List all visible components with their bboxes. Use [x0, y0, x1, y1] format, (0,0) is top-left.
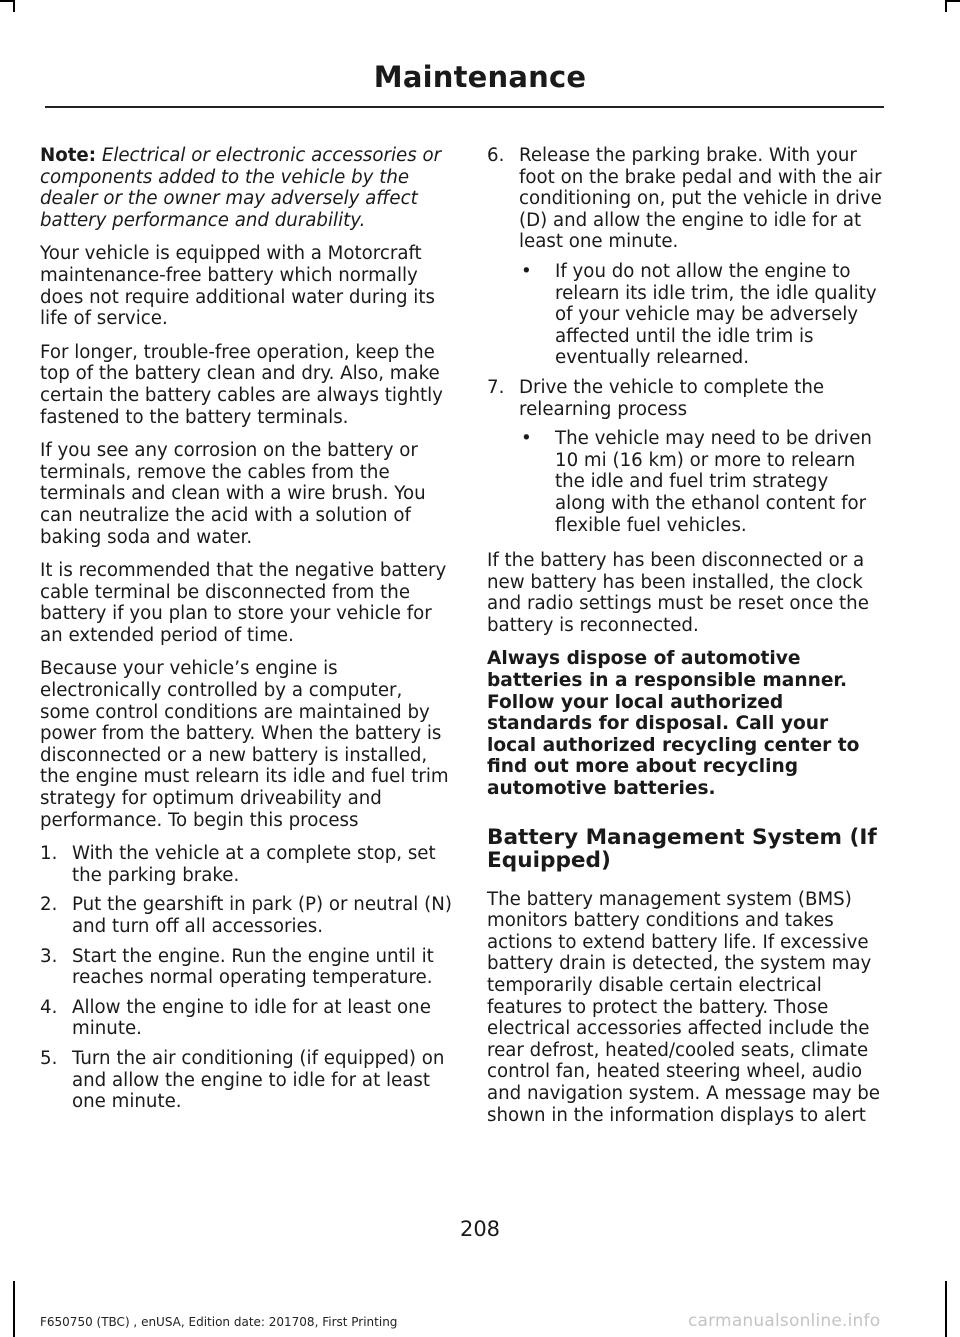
footer-text: F650750 (TBC) , enUSA, Edition date: 201708, First Printing: [40, 1315, 398, 1329]
bullet-icon: •: [521, 260, 532, 282]
paragraph: Because your vehicle’s engine is electronically controlled by a computer, some control conditions are maintained by power from the battery. When the battery is disconnected or a new battery is installed, the engine must relearn its idle and fuel trim strategy for optimum driveability and performance. To begin this process: [40, 658, 449, 831]
crop-mark: [945, 0, 960, 2]
step-text: Drive the vehicle to complete the relearning process: [519, 376, 825, 420]
note-label: Note:: [40, 145, 97, 166]
warning-paragraph: Always dispose of automotive batteries in a responsible manner. Follow your local authorized standards for disposal. Call your local authorized recycling center to find out more about recycling automotive batteries.: [487, 648, 860, 800]
numbered-step: [40, 1048, 452, 1113]
paragraph: The battery management system (BMS) monitors battery conditions and takes actions to extend battery life. If excessive battery drain is detected, the system may temporarily disable certain electrical features to protect the battery. Those electrical accessories affected include the rear defrost, heated/cooled seats, climate control fan, heated steering wheel, audio and navigation system. A message may be shown in the information displays to alert: [487, 888, 880, 1126]
note-text: Electrical or electronic accessories or components added to the vehicle by the dealer or the owner may adversely affect battery performance and durability.: [40, 145, 442, 231]
step-text: Put the gearshift in park (P) or neutral (N) and turn off all accessories.: [72, 894, 452, 937]
numbered-step: [40, 946, 452, 989]
paragraph: It is recommended that the negative battery cable terminal be disconnected from the battery if you plan to store your vehicle for an extended period of time.: [40, 560, 447, 646]
step-text: Release the parking brake. With your foot on the brake pedal and with the air conditioning on, put the vehicle in drive (D) and allow the engine to idle for at least one minute.: [519, 145, 882, 253]
paragraph: If the battery has been disconnected or a new battery has been installed, the clock and radio settings must be reset once the battery is reconnected.: [487, 550, 869, 636]
crop-mark: [13, 1281, 15, 1337]
step-number: 6.: [487, 145, 505, 166]
note-paragraph: [40, 145, 452, 231]
step-number: 1.: [40, 843, 58, 865]
page-number: 208: [459, 1217, 501, 1241]
right-column: [487, 145, 883, 1138]
numbered-step: [40, 843, 452, 886]
paragraph: If you see any corrosion on the battery or terminals, remove the cables from the terminals and clean with a wire brush. You can neutralize the acid with a solution of baking soda and water.: [40, 440, 426, 548]
numbered-step: [40, 997, 452, 1040]
bullet-icon: •: [521, 428, 532, 450]
step-number: 7.: [487, 376, 505, 398]
step-text: With the vehicle at a complete stop, set the parking brake.: [72, 843, 436, 886]
left-column: [40, 145, 452, 1121]
step-number: 3.: [40, 945, 58, 967]
page-title: Maintenance: [373, 60, 587, 94]
bullet-item: [521, 428, 883, 536]
bullet-text: If you do not allow the engine to relearn its idle trim, the idle quality of your vehicle may be adversely affected until the idle trim is eventually relearned.: [555, 260, 877, 369]
crop-mark: [0, 0, 13, 2]
numbered-step: [40, 894, 452, 937]
step-number: 5.: [40, 1047, 58, 1069]
step-number: 2.: [40, 894, 58, 916]
paragraph: Your vehicle is equipped with a Motorcraft maintenance-free battery which normally does not require additional water during its life of service.: [40, 243, 435, 330]
step-text: Start the engine. Run the engine until it reaches normal operating temperature.: [72, 945, 434, 989]
step-text: Allow the engine to idle for at least one minute.: [72, 996, 431, 1040]
crop-mark: [945, 0, 947, 12]
section-heading: Battery Management System (If Equipped): [487, 824, 877, 874]
numbered-step: [487, 145, 883, 253]
step-number: 4.: [40, 996, 58, 1018]
step-text: Turn the air conditioning (if equipped) on and allow the engine to idle for at least one minute.: [72, 1047, 445, 1113]
crop-mark: [945, 1281, 947, 1337]
bullet-text: The vehicle may need to be driven 10 mi (16 km) or more to relearn the idle and fuel trim strategy along with the ethanol content for flexible fuel vehicles.: [555, 428, 872, 536]
watermark: carmanualsonline.info: [688, 1311, 881, 1331]
paragraph: For longer, trouble-free operation, keep the top of the battery clean and dry. Also, make certain the battery cables are always tightly fastened to the battery terminals.: [40, 341, 443, 428]
crop-mark: [13, 0, 15, 12]
numbered-step: [487, 377, 883, 420]
header-rule: [45, 106, 884, 108]
bullet-item: [521, 261, 883, 369]
